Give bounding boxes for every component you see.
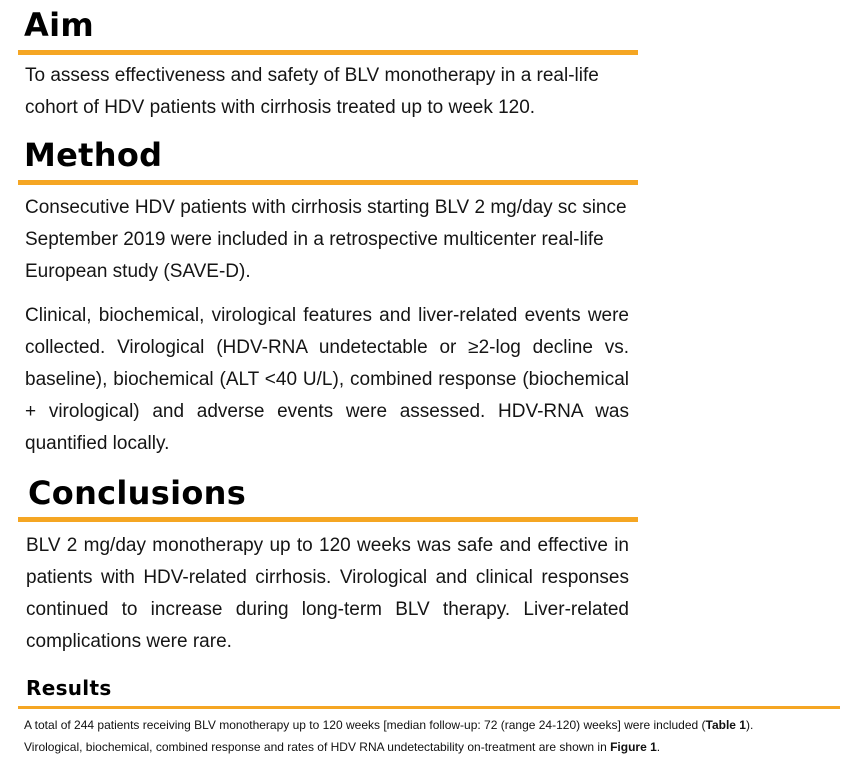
aim-text: To assess effectiveness and safety of BLV monotherapy in a real-life cohort of HDV patients with cirrhosis treated up to week 120. <box>25 65 599 118</box>
figure-1-reference: Figure 1 <box>610 740 657 754</box>
conclusions-heading: Conclusions <box>28 474 247 512</box>
table-1-reference: Table 1 <box>705 718 746 732</box>
conclusions-text: BLV 2 mg/day monotherapy up to 120 weeks was safe and effective in patients with HDV-related cirrhosis. Virological and clinical responses continued to increase during long-term BLV therapy. Liver-related complications were rare. <box>26 535 629 652</box>
results-line1-end: ). <box>745 718 754 732</box>
results-line2-end: . <box>656 740 661 754</box>
conclusions-divider <box>18 517 638 522</box>
results-line1-text: A total of 244 patients receiving BLV monotherapy up to 120 weeks [median follow-up: 72 (range 24-120) weeks] were included ( <box>24 718 706 732</box>
method-heading: Method <box>24 136 163 174</box>
method-divider <box>18 180 638 185</box>
aim-divider <box>18 50 638 55</box>
results-divider <box>18 706 840 709</box>
results-line2-text: Virological, biochemical, combined response and rates of HDV RNA undetectability on-treatment are shown in <box>24 740 611 754</box>
aim-heading: Aim <box>24 6 94 44</box>
results-text <box>24 714 844 758</box>
method-paragraph-1: Consecutive HDV patients with cirrhosis starting BLV 2 mg/day sc since September 2019 were included in a retrospective multicenter real-life European study (SAVE-D). <box>25 197 627 282</box>
method-paragraph-2: Clinical, biochemical, virological features and liver-related events were collected. Virological (HDV-RNA undetectable or ≥2-log decline vs. baseline), biochemical (ALT <40 U/L), combined response (biochemical + virological) and adverse events were assessed. HDV-RNA was quantified locally. <box>25 305 629 454</box>
results-heading: Results <box>26 676 112 700</box>
